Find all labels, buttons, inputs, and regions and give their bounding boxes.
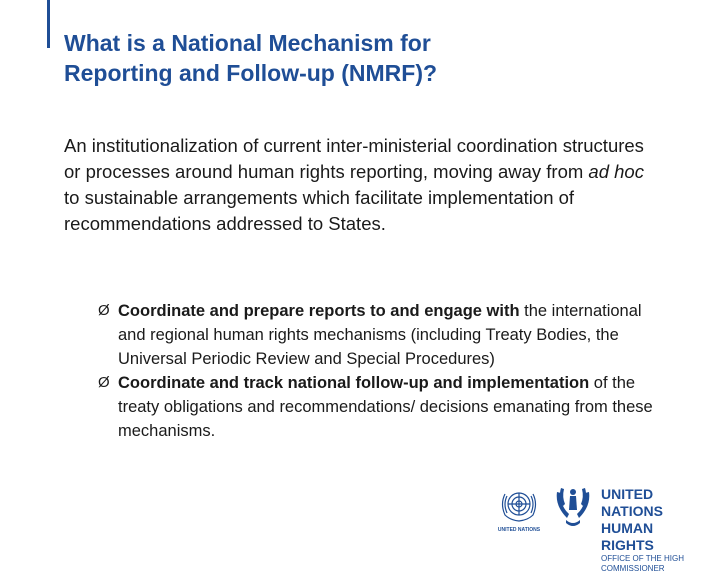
un-caption: UNITED NATIONS	[497, 527, 541, 533]
human-rights-logo-text	[601, 486, 706, 574]
bullet-item	[98, 371, 658, 443]
intro-text: An institutionalization of current inter-ministerial coordination structures or processes around human rights reporting, moving away from	[64, 135, 644, 182]
logo-line-3: OFFICE OF THE HIGH COMMISSIONER	[601, 554, 684, 573]
logo-area	[496, 484, 706, 573]
bullet-item	[98, 299, 658, 371]
bullet-bold: Coordinate and track national follow-up and implementation	[118, 374, 590, 392]
slide-title	[64, 28, 664, 88]
bullet-bold: Coordinate and prepare reports to and engage with	[118, 302, 520, 320]
arrow-bullet-icon: Ø	[98, 302, 110, 319]
logo-line-2: HUMAN RIGHTS	[601, 520, 654, 553]
intro-paragraph	[64, 133, 664, 237]
bullet-list	[98, 299, 658, 443]
title-line-2: Reporting and Follow-up (NMRF)?	[64, 60, 438, 86]
intro-text-end: to sustainable arrangements which facilitate implementation of recommendations addressed to States.	[64, 187, 575, 234]
title-line-1: What is a National Mechanism for	[64, 30, 431, 56]
intro-italic: ad hoc	[588, 161, 644, 182]
logo-line-1: UNITED NATIONS	[601, 486, 663, 519]
bullet-text: the international and regional human rights mechanisms (including Treaty Bodies, the Universal Periodic Review and Special Procedures)	[118, 302, 642, 368]
bullet-text: of the treaty obligations and recommendations/ decisions emanating from these mechanisms.	[118, 374, 653, 440]
human-rights-emblem-icon	[553, 484, 593, 530]
un-emblem-icon	[496, 484, 542, 534]
arrow-bullet-icon: Ø	[98, 374, 110, 391]
title-accent-bar	[47, 0, 50, 48]
